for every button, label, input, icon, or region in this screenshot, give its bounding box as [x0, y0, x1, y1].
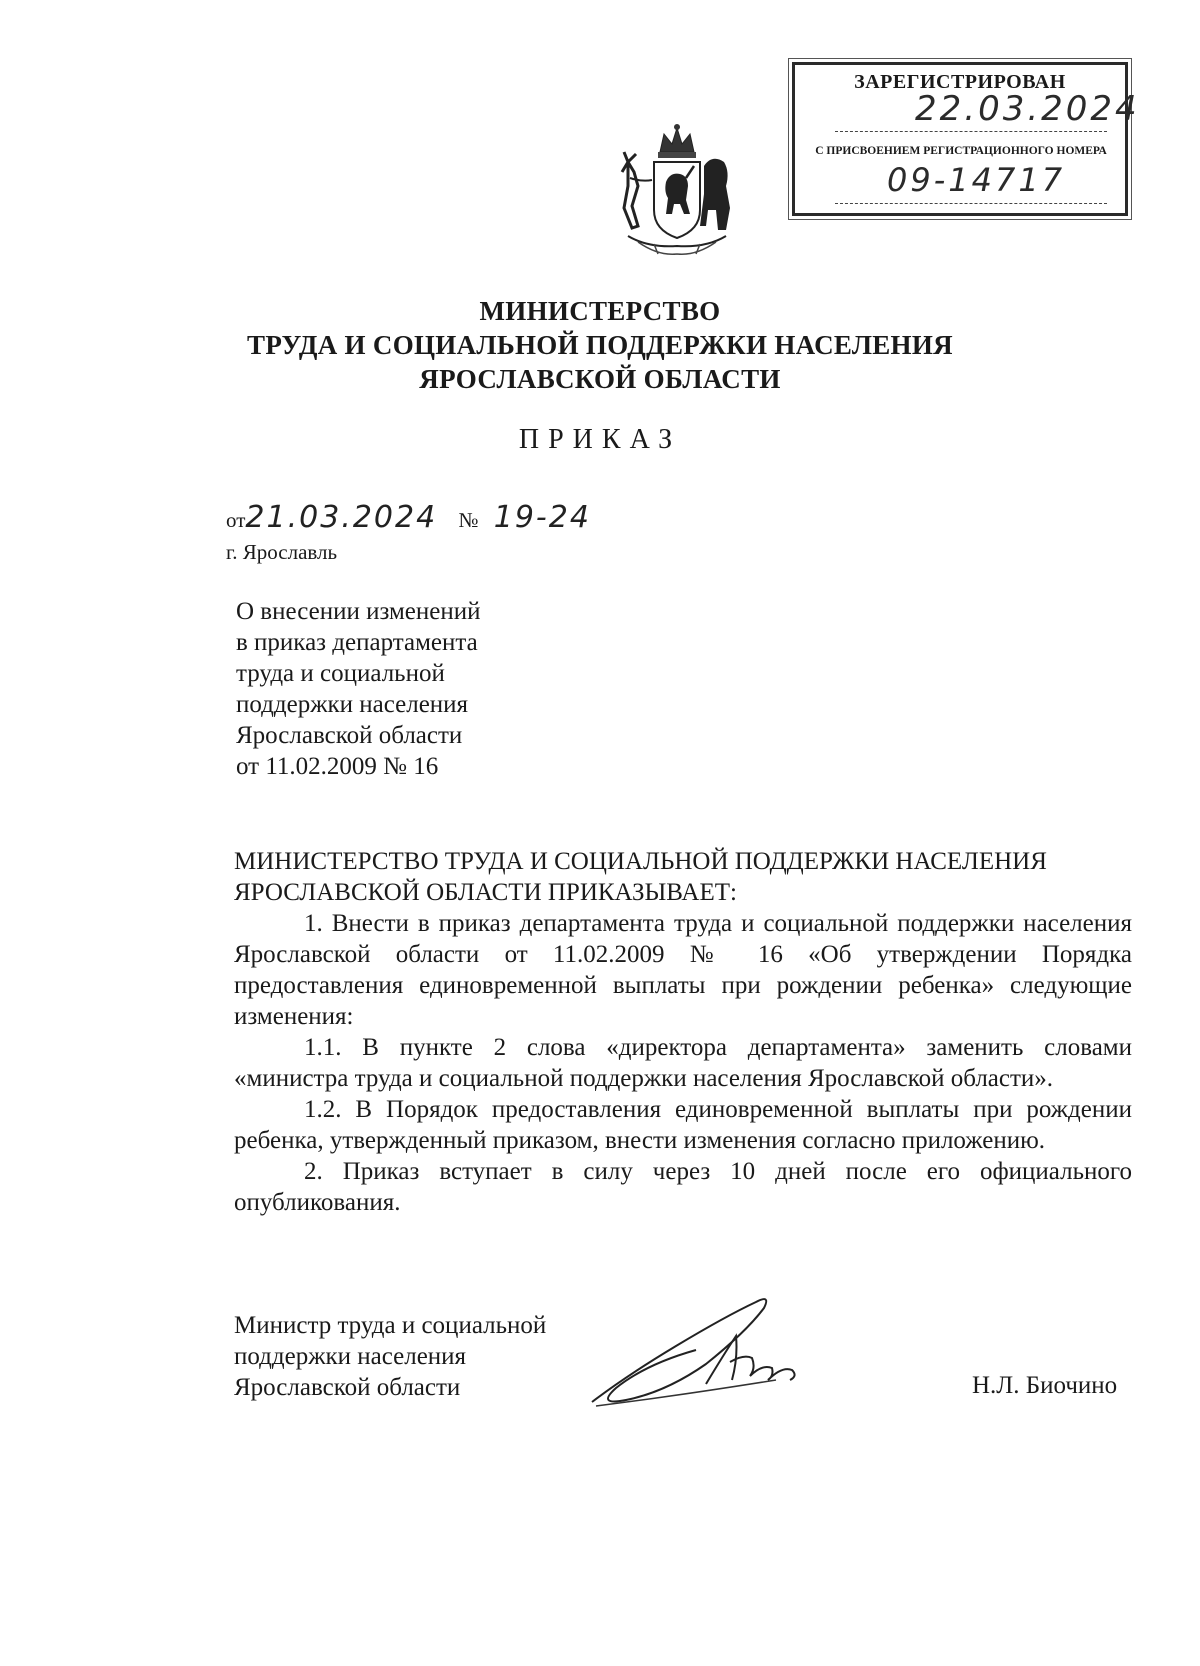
clause-1-2: 1.2. В Порядок предоставления единовременной выплаты при рождении ребенка, утвержденный приказом, внести изменения согласно приложению.: [234, 1096, 1132, 1154]
position-line: Министр труда и социальной: [234, 1312, 547, 1339]
handwritten-signature: [586, 1284, 816, 1414]
number-prefix: №: [458, 508, 479, 532]
ministry-title-line2: ТРУДА И СОЦИАЛЬНОЙ ПОДДЕРЖКИ НАСЕЛЕНИЯ: [247, 330, 953, 360]
signatory-name: Н.Л. Биочино: [972, 1372, 1118, 1399]
document-type: ПРИКАЗ: [518, 424, 682, 455]
city: г. Ярославль: [226, 540, 338, 564]
signatory-position: [234, 1310, 546, 1403]
preamble-line2: ЯРОСЛАВСКОЙ ОБЛАСТИ ПРИКАЗЫВАЕТ:: [234, 879, 737, 906]
stamp-number-underline: [835, 203, 1107, 204]
order-date-number: [226, 500, 591, 535]
clause-1: 1. Внести в приказ департамента труда и социальной поддержки населения Ярославской области от 11.02.2009 № 16 «Об утверждении Порядка предоставления единовременной выплаты при рождении ребенка» следующие изменения:: [234, 910, 1132, 1030]
stamp-date: 22.03.2024: [915, 89, 1140, 129]
subject-line: от 11.02.2009 № 16: [236, 753, 439, 780]
coat-of-arms-icon: [608, 122, 746, 262]
date-prefix: от: [226, 508, 246, 532]
clause-1-1: 1.1. В пункте 2 слова «директора департамента» заменить словами «министра труда и социальной поддержки населения Ярославской области».: [234, 1034, 1132, 1092]
preamble-line1: МИНИСТЕРСТВО ТРУДА И СОЦИАЛЬНОЙ ПОДДЕРЖКИ НАСЕЛЕНИЯ: [234, 848, 1047, 875]
order-body: [234, 846, 1132, 1218]
stamp-subtitle: С ПРИСВОЕНИЕМ РЕГИСТРАЦИОННОГО НОМЕРА: [815, 145, 1107, 157]
clause-2: 2. Приказ вступает в силу через 10 дней после его официального опубликования.: [234, 1158, 1132, 1216]
subject-line: труда и социальной: [236, 660, 445, 687]
order-number: 19-24: [493, 500, 591, 535]
registration-stamp: [792, 62, 1140, 216]
subject-line: поддержки населения: [236, 691, 469, 718]
order-subject: [236, 596, 536, 782]
stamp-registration-number: 09-14717: [887, 161, 1066, 199]
position-line: поддержки населения: [234, 1343, 467, 1370]
ministry-title-line3: ЯРОСЛАВСКОЙ ОБЛАСТИ: [419, 364, 781, 394]
subject-line: О внесении изменений: [236, 598, 481, 625]
subject-line: в приказ департамента: [236, 629, 478, 656]
position-line: Ярославской области: [234, 1374, 461, 1401]
ministry-title-line1: МИНИСТЕРСТВО: [479, 296, 721, 326]
stamp-date-underline: [835, 131, 1107, 132]
stamp-title: ЗАРЕГИСТРИРОВАН: [854, 71, 1066, 93]
subject-line: Ярославской области: [236, 722, 463, 749]
order-date: 21.03.2024: [245, 500, 438, 535]
